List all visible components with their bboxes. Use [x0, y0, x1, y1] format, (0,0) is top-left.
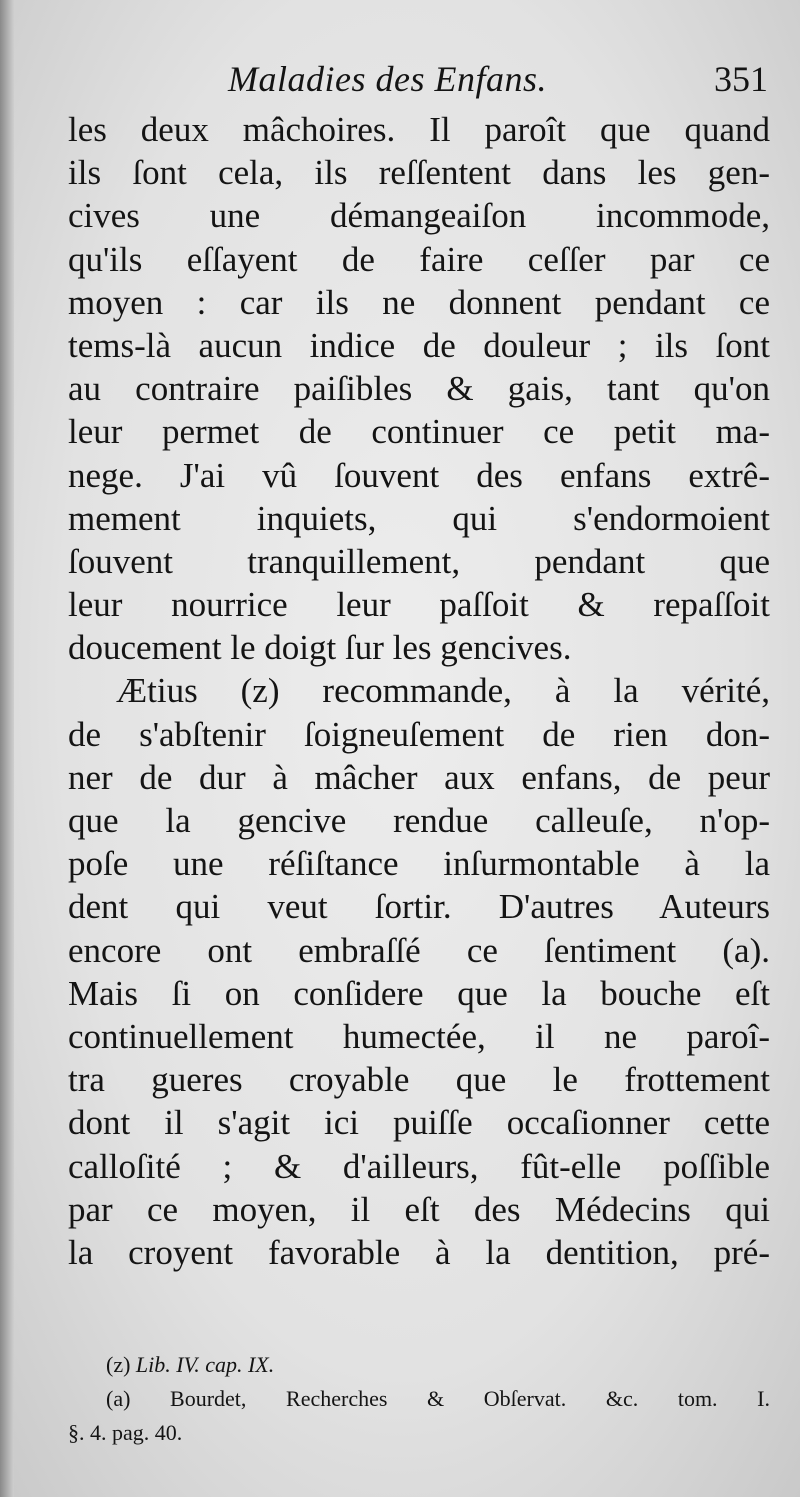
text-line: dent qui veut ſortir. D'autres Auteurs [68, 887, 770, 927]
page-header [228, 58, 768, 108]
text-line: au contraire paiſibles & gais, tant qu'on [68, 369, 770, 409]
text-line: les deux mâchoires. Il paroît que quand [68, 110, 770, 149]
text-line: mement inquiets, qui s'endormoient [68, 498, 770, 538]
footnote-a-line-2: §. 4. pag. 40. [68, 1420, 183, 1445]
text-line: calloſité ; & d'ailleurs, fût-elle poſſible [68, 1146, 770, 1186]
text-line: tems-là aucun indice de douleur ; ils ſont [68, 325, 770, 365]
running-title: Maladies des Enfans. [228, 59, 547, 99]
page-gutter-shadow [0, 0, 14, 1497]
footnote-z-marker: (z) [106, 1352, 131, 1377]
text-line: moyen : car ils ne donnent pendant ce [68, 282, 770, 322]
text-line: encore ont embraſſé ce ſentiment (a). [68, 930, 770, 970]
text-line: la croyent favorable à la dentition, pré- [68, 1232, 770, 1272]
footnote-z-text: Lib. IV. cap. IX. [135, 1352, 275, 1377]
text-line: continuellement humectée, il ne paroî- [68, 1016, 770, 1056]
text-line: qu'ils eſſayent de faire ceſſer par ce [68, 239, 770, 279]
text-line: leur nourrice leur paſſoit & repaſſoit [68, 585, 770, 625]
text-line: tra gueres croyable que le frottement [68, 1060, 770, 1100]
footnotes [68, 1348, 770, 1450]
footnote-a-line-1: (a) Bourdet, Recherches & Obſervat. &c. tom. I. [106, 1386, 770, 1411]
text-line: que la gencive rendue calleuſe, n'op- [68, 801, 770, 840]
text-line: par ce moyen, il eſt des Médecins qui [68, 1189, 770, 1229]
page-number: 351 [714, 59, 768, 99]
text-line: ner de dur à mâcher aux enfans, de peur [68, 757, 770, 797]
text-line: poſe une réſiſtance inſurmontable à la [68, 844, 770, 884]
text-line: dont il s'agit ici puiſſe occaſionner cette [68, 1103, 770, 1143]
text-line: ſouvent tranquillement, pendant que [68, 541, 770, 581]
text-line: ils ſont cela, ils reſſentent dans les gen- [68, 153, 770, 193]
text-line: cives une démangeaiſon incommode, [68, 196, 770, 236]
footnote-z [68, 1348, 770, 1382]
text-line: Mais ſi on conſidere que la bouche eſt [68, 973, 770, 1013]
text-line: nege. J'ai vû ſouvent des enfans extrê- [68, 455, 770, 495]
text-line: leur permet de continuer ce petit ma- [68, 412, 770, 452]
body-text [68, 108, 770, 1274]
paragraph-start-line: Ætius (z) recommande, à la vérité, [116, 671, 770, 711]
paragraph-end-line: doucement le doigt ſur les gencives. [68, 628, 572, 668]
text-line: de s'abſtenir ſoigneuſement de rien don- [68, 714, 770, 754]
